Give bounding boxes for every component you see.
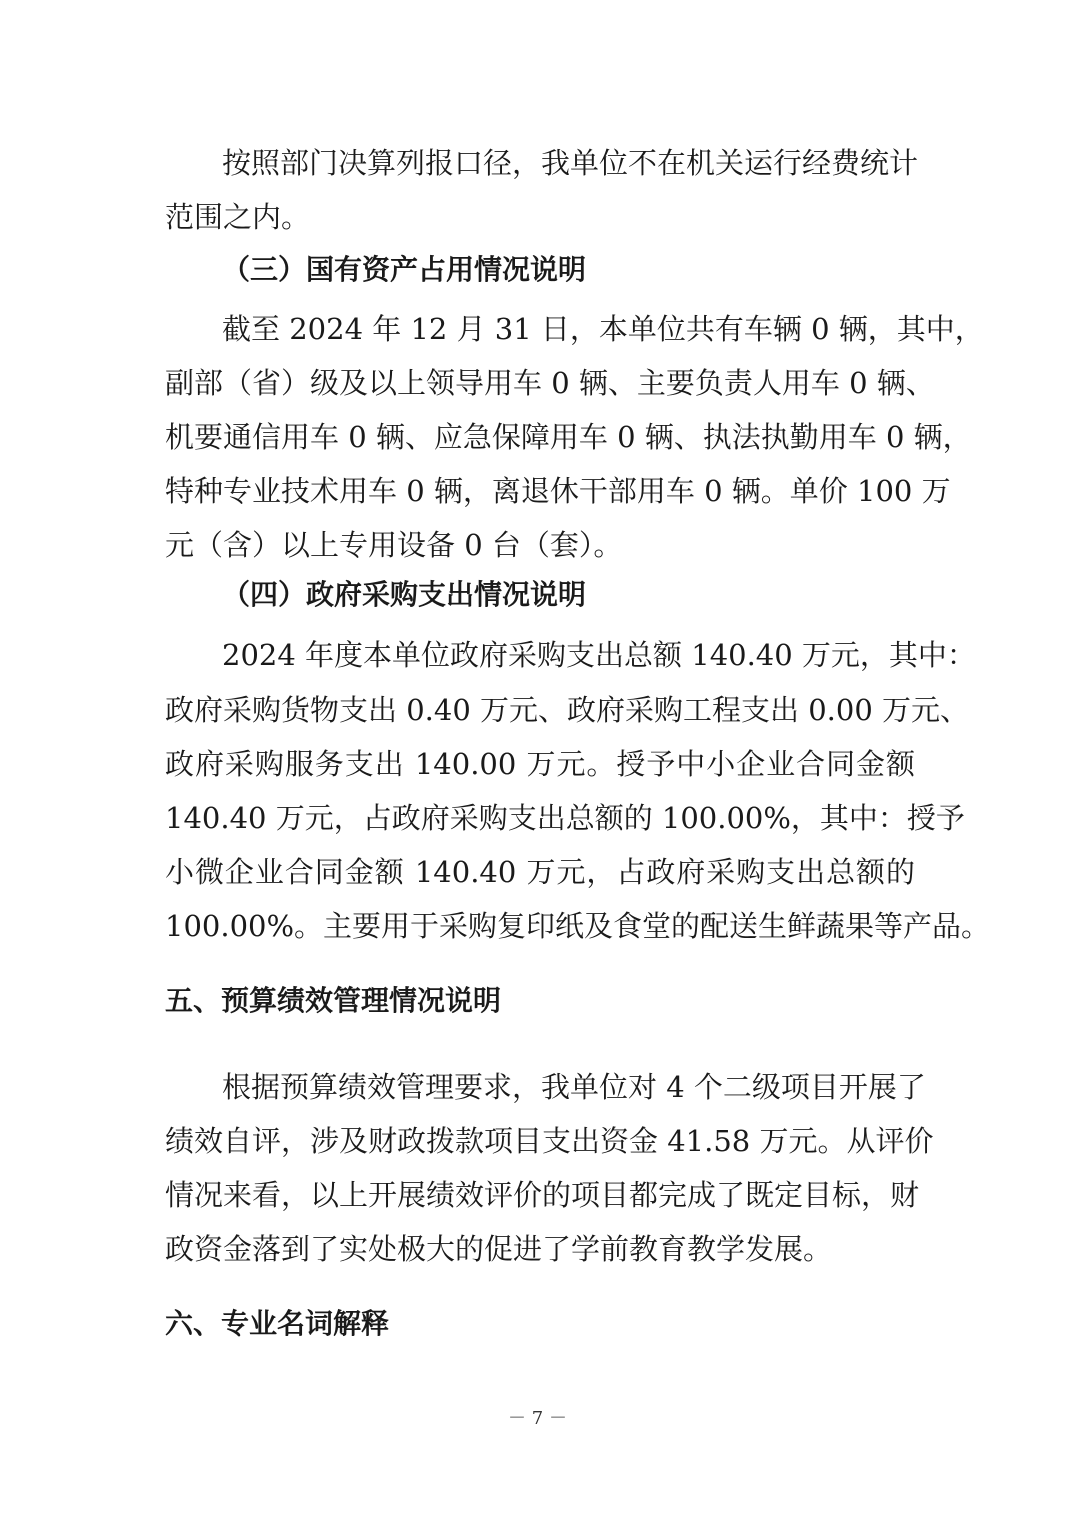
page-number: － 7 － <box>508 1408 567 1429</box>
section-subheading-procurement: （四）政府采购支出情况说明 <box>222 578 587 611</box>
paragraph-line: 政府采购服务支出 140.00 万元。授予中小企业合同金额 <box>165 747 915 781</box>
section-subheading-assets: （三）国有资产占用情况说明 <box>222 253 587 286</box>
paragraph-line: 元（含）以上专用设备 0 台（套）。 <box>165 528 623 562</box>
section-heading-performance: 五、预算绩效管理情况说明 <box>165 984 502 1017</box>
paragraph-line: 小微企业合同金额 140.40 万元，占政府采购支出总额的 <box>165 855 915 889</box>
paragraph-line: 政府采购货物支出 0.40 万元、政府采购工程支出 0.00 万元、 <box>165 693 970 727</box>
paragraph-line: 按照部门决算列报口径，我单位不在机关运行经费统计 <box>222 146 919 180</box>
paragraph-line: 范围之内。 <box>165 200 311 234</box>
paragraph-line: 副部（省）级及以上领导用车 0 辆、主要负责人用车 0 辆、 <box>165 366 935 400</box>
paragraph-line: 2024 年度本单位政府采购支出总额 140.40 万元，其中： <box>222 638 976 672</box>
paragraph-line: 绩效自评，涉及财政拨款项目支出资金 41.58 万元。从评价 <box>165 1124 934 1158</box>
paragraph-line: 100.00%。主要用于采购复印纸及食堂的配送生鲜蔬果等产品。 <box>165 909 991 943</box>
paragraph-line: 截至 2024 年 12 月 31 日，本单位共有车辆 0 辆，其中， <box>222 312 984 346</box>
paragraph-line: 140.40 万元，占政府采购支出总额的 100.00%，其中：授予 <box>165 801 965 835</box>
paragraph-line: 机要通信用车 0 辆、应急保障用车 0 辆、执法执勤用车 0 辆， <box>165 420 972 454</box>
section-heading-glossary: 六、专业名词解释 <box>165 1307 390 1340</box>
paragraph-line: 政资金落到了实处极大的促进了学前教育教学发展。 <box>165 1232 833 1266</box>
paragraph-line: 特种专业技术用车 0 辆，离退休干部用车 0 辆。单价 100 万 <box>165 474 951 508</box>
paragraph-line: 情况来看，以上开展绩效评价的项目都完成了既定目标，财 <box>165 1178 920 1212</box>
paragraph-line: 根据预算绩效管理要求，我单位对 4 个二级项目开展了 <box>222 1070 926 1104</box>
